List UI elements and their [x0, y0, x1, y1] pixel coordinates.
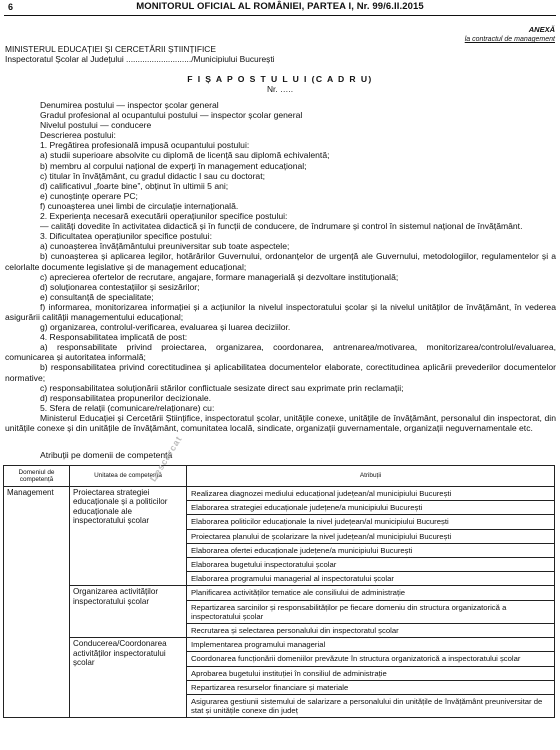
body-line: d) soluționarea contestațiilor și sesizărilor;: [40, 281, 200, 292]
body-line: a) cunoașterea învățământului preuniversitar sub toate aspectele;: [40, 241, 290, 252]
download-watermark: Descărcat: [148, 433, 185, 484]
document-title: F I Ș A P O S T U L U I (C A D R U): [187, 74, 373, 84]
header-rule: [4, 15, 556, 16]
body-line: 1. Pregătirea profesională impusă ocupantului postului:: [40, 140, 250, 151]
attribution-item: Repartizarea resurselor financiare și materiale: [187, 681, 554, 695]
document-number: Nr. …..: [266, 84, 294, 94]
annex-title: ANEXĂ: [528, 25, 555, 34]
body-line: e) cunoștințe operare PC;: [40, 190, 138, 201]
body-line: — calități dovedite în activitatea didactică și în funcții de conducere, de îndrumare și control în sistemul național de învățământ.: [40, 221, 523, 232]
header-attributions: Atribuții: [187, 466, 555, 487]
attribution-item: Implementarea programului managerial: [187, 638, 554, 652]
attributions-list: [187, 638, 554, 717]
domain-cell: Management: [4, 487, 70, 718]
attribution-item: Asigurarea gestiunii sistemului de salarizare a personalului din unitățile de învățământ preuniversitar de stat și unitățile conexe din județ: [191, 697, 543, 716]
attribution-item: Elaborarea programului managerial al inspectoratului școlar: [191, 574, 394, 584]
competency-unit-cell: Organizarea activităților inspectoratului școlar: [70, 586, 187, 638]
competency-unit-cell: Conducerea/Coordonarea activităților inspectoratului școlar: [70, 638, 187, 718]
body-line: f) cunoașterea unei limbi de circulație internațională.: [40, 200, 239, 211]
body-line: b) responsabilitatea privind corectitudinea și aplicabilitatea documentelor elaborate, corectitudinea aplicării prevederilor documentelor normative;: [5, 362, 556, 383]
table-row: [4, 487, 555, 586]
attribution-item: Elaborarea ofertei educaționale județene/a municipiului București: [187, 544, 554, 558]
page-number: 6: [8, 2, 14, 12]
ministry-block: [5, 44, 275, 64]
attribution-item: Elaborarea strategiei educaționale județene/a municipiului București: [187, 501, 554, 515]
body-line: Descrierea postului:: [40, 130, 116, 141]
header-domain: Domeniul de competență: [4, 466, 70, 487]
body-line: e) consultanță de specialitate;: [40, 291, 154, 302]
body-line: f) informarea, monitorizarea informației și a acțiunilor la nivelul inspectoratului școlar și la nivelul unităților de învățământ, în vederea asigurării calității managementului educațional;: [5, 301, 556, 322]
table-row: [4, 638, 555, 718]
attributions-cell: [187, 638, 555, 718]
attribution-item: Aprobarea bugetului instituției în consiliul de administrație: [187, 667, 554, 681]
body-line: 5. Sfera de relații (comunicare/relaționare) cu:: [40, 402, 215, 413]
body-line: Ministerul Educației și Cercetării Științifice, inspectoratul școlar, unitățile conexe, unitățile de învățământ, personalul din inspectorat, din unitățile conexe și din unitățile de învățământ, comunitatea locală, sindicate, organizații guvernamentale, organizații neguvernamentale etc.: [5, 412, 556, 433]
attribution-item: Elaborarea politicilor educaționale la nivel județean/al municipiului București: [187, 515, 554, 529]
attribution-item: Coordonarea funcționării domeniilor prevăzute în structura organizatorică a inspectoratului școlar: [187, 652, 554, 666]
attribution-item: Elaborarea bugetului inspectoratului școlar: [187, 558, 554, 572]
attributions-cell: [187, 586, 555, 638]
job-description-body: [5, 100, 556, 433]
attributions-title: Atribuții pe domenii de competență: [40, 450, 173, 460]
body-line: c) responsabilitatea soluționării stărilor conflictuale sesizate direct sau exprimate prin reclamații;: [40, 382, 404, 393]
attribution-item: Repartizarea sarcinilor și responsabilităților pe fiecare domeniu din structura organizatorică a inspectoratului școlar: [187, 601, 554, 624]
attribution-item: Proiectarea planului de școlarizare la nivel județean/al municipiului București: [187, 530, 554, 544]
body-line: c) titular în învățământ, cu gradul didactic I sau cu doctorat;: [40, 170, 265, 181]
publication-header: MONITORUL OFICIAL AL ROMÂNIEI, PARTEA I, Nr. 99/6.II.2015: [136, 1, 424, 12]
body-line: b) membru al corpului național de experți în management educațional;: [40, 160, 307, 171]
table-header-row: [4, 466, 555, 487]
body-line: 3. Dificultatea operațiunilor specifice postului:: [40, 231, 212, 242]
attribution-item: Recrutarea și selectarea personalului din inspectoratul școlar: [191, 626, 399, 636]
ministry-name: MINISTERUL EDUCAȚIEI ȘI CERCETĂRII ȘTIINȚIFICE: [5, 44, 216, 54]
header-unit: Unitatea de competență: [70, 466, 187, 487]
inspectorate-name: Inspectoratul Școlar al Județului ............................/Municipiului București: [5, 54, 275, 64]
annex-subtitle: la contractul de management: [464, 36, 555, 43]
competency-unit-cell: Proiectarea strategiei educaționale și a politicilor educaționale ale inspectoratului școlar: [70, 487, 187, 586]
table-row: [4, 586, 555, 638]
attributions-list: [187, 586, 554, 637]
body-line: a) studii superioare absolvite cu diplomă de licență sau diplomă echivalentă;: [40, 150, 330, 161]
body-line: Denumirea postului — inspector școlar general: [40, 100, 219, 110]
body-line: Gradul profesional al ocupantului postului — inspector școlar general: [40, 110, 303, 121]
body-line: b) cunoașterea și aplicarea legilor, hotărârilor Guvernului, ordonanțelor de urgență ale Guvernului, metodologiilor, regulamentelor și a celorlalte documente legislative și de management educațional;: [5, 251, 556, 272]
attribution-item: Realizarea diagnozei mediului educațional județean/al municipiului București: [187, 487, 554, 501]
attribution-item: Planificarea activităților tematice ale consiliului de administrație: [187, 586, 554, 600]
body-line: 4. Responsabilitatea implicată de post:: [40, 332, 188, 343]
attributions-list: [187, 487, 554, 585]
body-line: d) responsabilitatea propunerilor decizionale.: [40, 392, 212, 403]
body-line: 2. Experiența necesară executării operațiunilor specifice postului:: [40, 211, 288, 222]
body-line: a) responsabilitate privind proiectarea, organizarea, coordonarea, antrenarea/motivarea, monitorizarea/controlul/evaluarea, comunicarea și autoritatea informală;: [5, 342, 556, 363]
body-line: d) calificativul „foarte bine”, obținut în ultimii 5 ani;: [40, 180, 229, 191]
body-line: g) organizarea, controlul-verificarea, evaluarea și luarea deciziilor.: [40, 322, 291, 333]
body-line: Nivelul postului — conducere: [40, 120, 152, 131]
body-line: c) aprecierea ofertelor de recrutare, angajare, formare managerială și dezvoltare instituțională;: [40, 271, 399, 282]
attributions-cell: [187, 487, 555, 586]
competency-table: [3, 465, 555, 718]
